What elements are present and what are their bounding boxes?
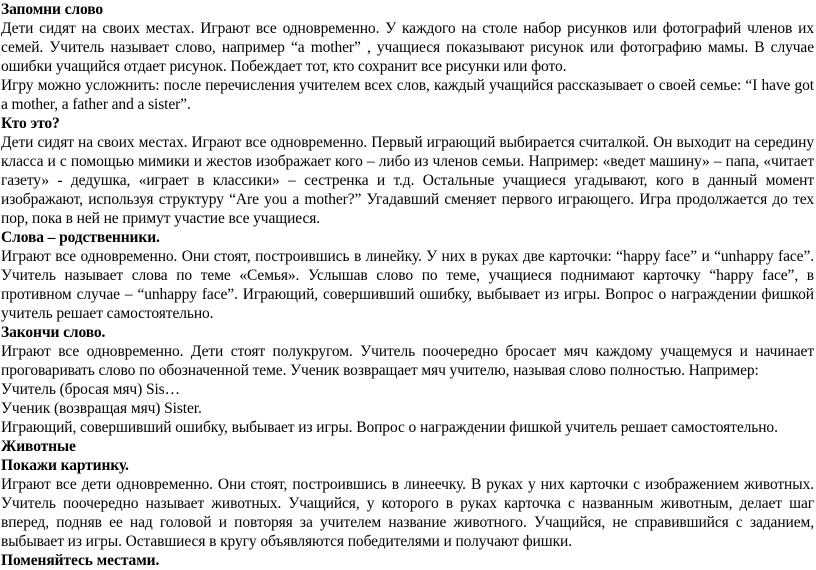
paragraph-finish-word-rules: Играют все одновременно. Дети стоят полукругом. Учитель поочередно бросает мяч каждому учащемуся и начинает проговаривать слово по обозначенной теме. Ученик возвращает мяч учителю, называя слово полностью. Например: [1, 343, 814, 379]
paragraph-who-is-it-rules: Дети сидят на своих местах. Играют все одновременно. Первый играющий выбирается считалкой. Он выходит на середину класса и с помощью мимики и жестов изображает кого – либо из членов семьи. Например: «ведет машину» – папа, «читает газету» - дедушка, «играет в классики» – сестренка и т.д. Остальные учащиеся угадывают, кого в данный момент изображают, используя структуру “Are you a mother?” Угадавший сменяет первого играющего. Игра продолжается до тех пор, пока в ней не примут участие все учащиеся. [1, 134, 814, 227]
paragraph-remember-word-variant: Игру можно усложнить: после перечисления учителем всех слов, каждый учащийся рассказывает о своей семье: “I have got a mother, a father and a sister”. [1, 77, 814, 113]
section-heading-show-picture: Покажи картинку. [1, 457, 129, 474]
line-finish-word-penalty: Играющий, совершивший ошибку, выбывает из игры. Вопрос о награждении фишкой учитель решает самостоятельно. [1, 419, 778, 436]
section-heading-relative-words: Слова – родственники. [1, 229, 160, 246]
line-student-example: Ученик (возвращая мяч) Sister. [1, 400, 202, 417]
line-teacher-example: Учитель (бросая мяч) Sis… [1, 381, 181, 398]
paragraph-relative-words-rules: Играют все одновременно. Они стоят, построившись в линейку. У них в руках две карточки: “happy face” и “unhappy face”. Учитель называет слова по теме «Семья». Услышав слово по теме, учащиеся поднимают карточку “happy face”, в противном случае – “unhappy face”. Играющий, совершивший ошибку, выбывает из игры. Вопрос о награждении фишкой учитель решает самостоятельно. [1, 248, 814, 322]
section-heading-finish-word: Закончи слово. [1, 324, 106, 341]
section-heading-who-is-it: Кто это? [1, 115, 60, 132]
paragraph-show-picture-rules: Играют все дети одновременно. Они стоят, построившись в линеечку. В руках у них карточки с изображением животных. Учитель поочередно называет животных. Учащийся, у которого в руках карточка с названным животным, делает шаг вперед, подняв ее над головой и повторяя за учителем название животного. Учащийся, не справившийся с заданием, выбывает из игры. Оставшиеся в кругу объявляются победителями и получают фишки. [1, 476, 814, 550]
section-heading-animals: Животные [1, 438, 76, 455]
paragraph-remember-word-rules: Дети сидят на своих местах. Играют все одновременно. У каждого на столе набор рисунков или фотографий членов их семей. Учитель называет слово, например “a mother” , учащиеся показывают рисунок или фотографию мамы. В случае ошибки учащийся отдает рисунок. Побеждает тот, кто сохранит все рисунки или фото. [1, 20, 814, 75]
section-heading-swap-places: Поменяйтесь местами. [1, 552, 160, 569]
section-heading-remember-word: Запомни слово [1, 1, 104, 18]
